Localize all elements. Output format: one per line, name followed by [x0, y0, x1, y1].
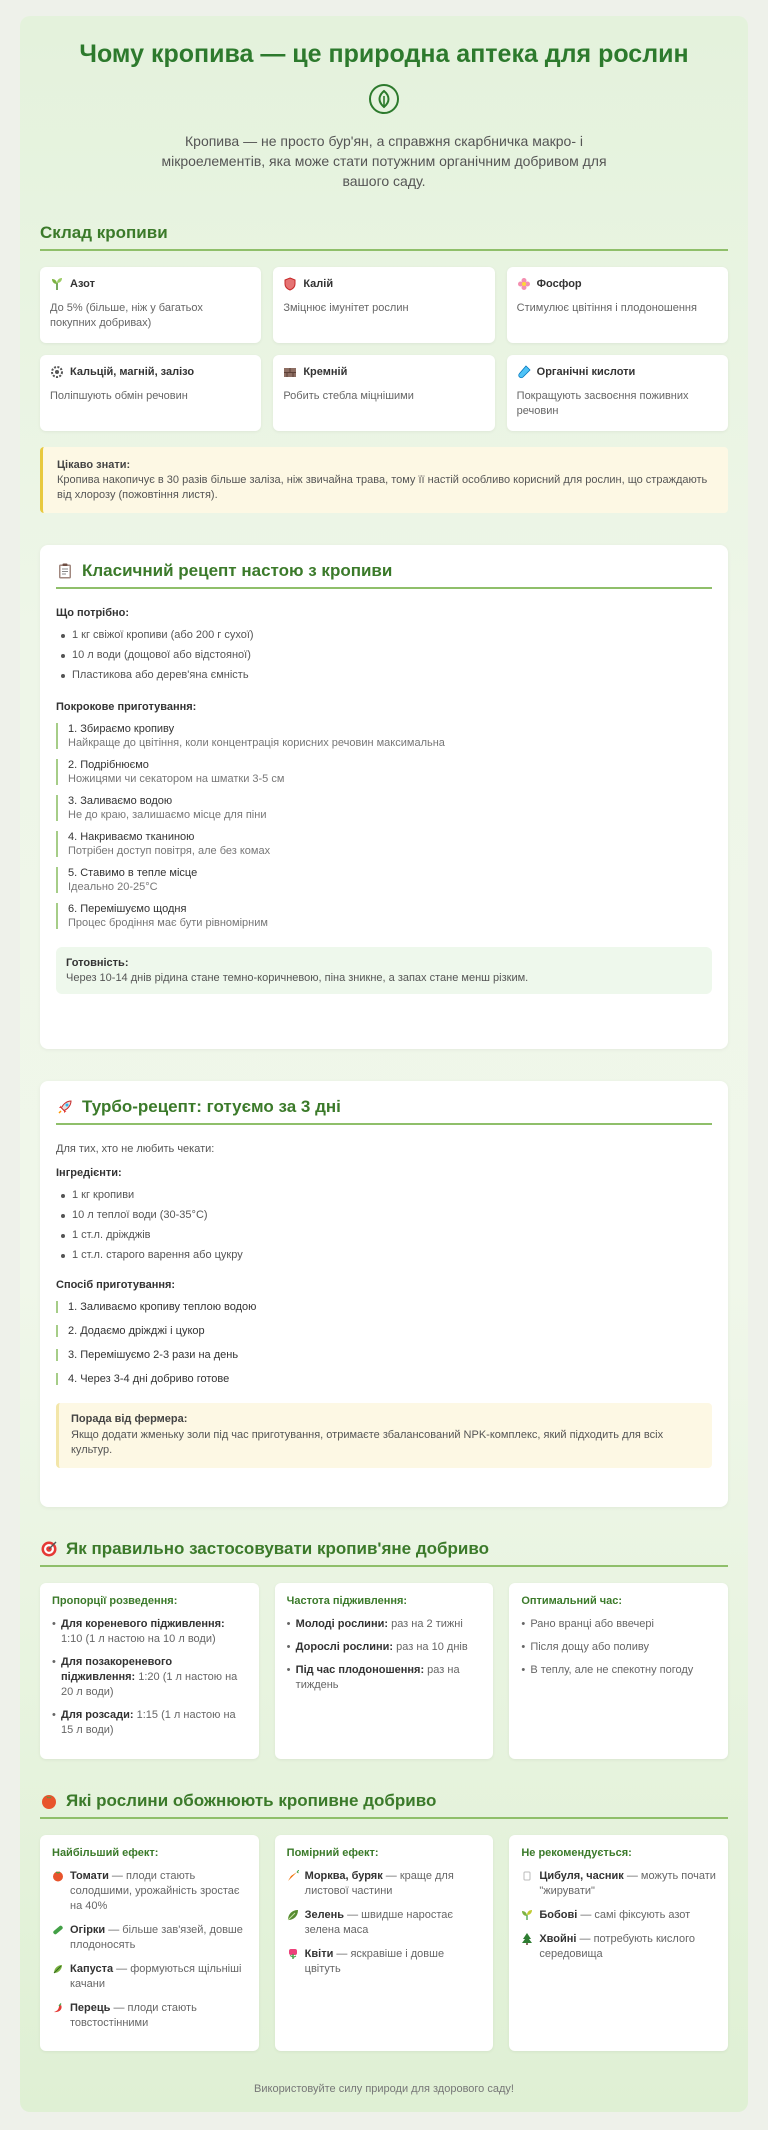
need-title: Що потрібно:: [56, 607, 130, 619]
composition-card: Калій Зміцнює імунітет рослин: [273, 267, 494, 343]
readiness-note: Готовність: Через 10-14 днів рідина стане темно-коричневою, піна зникне, а запах стане менш різким.: [56, 947, 712, 994]
composition-grid: [40, 267, 728, 431]
usage-card: Пропорції розведення: • Для кореневого підживлення: 1:10 (1 л настою на 10 л води) • Для позакореневого підживлення: 1:20 (1 л настою на 20 л води) • Для розсади: 1:15 (1 л настою на 15 л води): [40, 1583, 259, 1759]
usage-card: Частота підживлення: • Молоді рослини: раз на 2 тижні • Дорослі рослини: раз на 10 днів • Під час плодоношення: раз на тиждень: [275, 1583, 494, 1759]
page-title: Чому кропива — це природна аптека для рослин: [79, 40, 689, 68]
composition-card: Кальцій, магній, залізо Поліпшують обмін речовин: [40, 355, 261, 431]
sprout-icon: [50, 277, 64, 291]
leaf-logo-icon: [40, 83, 728, 115]
tomato-icon: [40, 1792, 58, 1810]
list-item: • Молоді рослини: раз на 2 тижні: [287, 1617, 482, 1632]
shield-icon: [283, 277, 297, 291]
list-item: Цибуля, часник — можуть почати "жирувати": [521, 1869, 716, 1899]
method-step: 3. Перемішуємо 2-3 рази на день: [56, 1349, 712, 1361]
composition-card: Кремній Робить стебла міцнішими: [273, 355, 494, 431]
rocket-icon: [56, 1098, 74, 1116]
composition-card: Азот До 5% (більше, ніж у багатьох покупних добривах): [40, 267, 261, 343]
gear-icon: [50, 365, 64, 379]
list-item: 10 л теплої води (30-35°C): [56, 1209, 712, 1221]
ingredients-title: Інгредієнти:: [56, 1167, 122, 1179]
method-step: 4. Через 3-4 дні добриво готове: [56, 1373, 712, 1385]
composition-card: Органічні кислоти Покращують засвоєння поживних речовин: [507, 355, 728, 431]
brick-icon: [283, 365, 297, 379]
turbo-lead: Для тих, хто не любить чекати:: [56, 1143, 215, 1155]
pine-icon: [521, 1933, 533, 1945]
turbo-recipe-panel: [40, 1081, 728, 1507]
target-icon: [40, 1540, 58, 1558]
method-list: [56, 1301, 712, 1385]
list-item: Бобові — самі фіксують азот: [521, 1908, 716, 1923]
step-item: 1. Збираємо кропиву Найкраще до цвітіння, коли концентрація корисних речовин максимальна: [56, 723, 712, 749]
intro-text: Кропива — не просто бур'ян, а справжня скарбничка макро- і мікроелементів, яка може стати потужним органічним добривом для вашого саду.: [161, 133, 607, 189]
list-item: Пластикова або дерев'яна ємність: [56, 669, 712, 681]
pepper-icon: [52, 2002, 64, 2014]
list-item: 1 ст.л. старого варення або цукру: [56, 1249, 712, 1261]
composition-card: Фосфор Стимулює цвітіння і плодоношення: [507, 267, 728, 343]
step-item: 2. Подрібнюємо Ножицями чи секатором на шматки 3-5 см: [56, 759, 712, 785]
page: [20, 16, 748, 2112]
list-item: • Для кореневого підживлення: 1:10 (1 л настою на 10 л води): [52, 1617, 247, 1647]
usage-card: Оптимальний час: • Рано вранці або ввечері • Після дощу або поливу • В теплу, але не спекотну погоду: [509, 1583, 728, 1759]
list-item: 10 л води (дощової або відстояної): [56, 649, 712, 661]
list-item: 1 кг свіжої кропиви (або 200 г сухої): [56, 629, 712, 641]
fact-note: Цікаво знати: Кропива накопичує в 30 разів більше заліза, ніж звичайна трава, тому її настій особливо корисний для рослин, що страждають від хлорозу (пожовтіння листя).: [40, 447, 728, 513]
list-item: • Рано вранці або ввечері: [521, 1617, 716, 1632]
plants-grid: [40, 1835, 728, 2051]
steps-title: Покрокове приготування:: [56, 701, 197, 713]
list-item: Квіти — яскравіше і довше цвітуть: [287, 1947, 482, 1977]
cabbage-icon: [52, 1963, 64, 1975]
turbo-recipe-title: Турбо-рецепт: готуємо за 3 дні: [56, 1097, 712, 1125]
flower-icon: [517, 277, 531, 291]
list-item: Капуста — формуються щільніші качани: [52, 1962, 247, 1992]
list-item: • Дорослі рослини: раз на 10 днів: [287, 1640, 482, 1655]
list-item: 1 кг кропиви: [56, 1189, 712, 1201]
onion-icon: [521, 1870, 533, 1882]
list-item: 1 ст.л. дріжджів: [56, 1229, 712, 1241]
usage-title: Як правильно застосовувати кропив'яне добриво: [40, 1539, 728, 1567]
bean-icon: [521, 1909, 533, 1921]
list-item: • Під час плодоношення: раз на тиждень: [287, 1663, 482, 1693]
list-item: Морква, буряк — краще для листової частини: [287, 1869, 482, 1899]
list-item: Зелень — швидше наростає зелена маса: [287, 1908, 482, 1938]
step-item: 5. Ставимо в тепле місце Ідеально 20-25°C: [56, 867, 712, 893]
plants-card: Не рекомендується: Цибуля, часник — можуть почати "жирувати" Бобові — самі фіксують азот Хвойні — потребують кислого середовища: [509, 1835, 728, 2051]
steps-list: [56, 723, 712, 929]
classic-recipe-title: Класичний рецепт настою з кропиви: [56, 561, 712, 589]
classic-recipe-panel: [40, 545, 728, 1049]
test-tube-icon: [517, 365, 531, 379]
need-list: [56, 629, 712, 681]
leaf-icon: [287, 1909, 299, 1921]
farmer-tip: Порада від фермера: Якщо додати жменьку золи під час приготування, отримаєте збалансований NPK-комплекс, який підходить для всіх культур.: [56, 1403, 712, 1468]
ingredients-list: [56, 1189, 712, 1261]
plants-card: Найбільший ефект: Томати — плоди стають солодшими, урожайність зростає на 40% Огірки — більше зав'язей, довше плодоносять Капуста — формуються щільніші качани Перець — плоди стають товстостінними: [40, 1835, 259, 2051]
list-item: Огірки — більше зав'язей, довше плодоносять: [52, 1923, 247, 1953]
clipboard-icon: [56, 562, 74, 580]
plants-title: Які рослини обожнюють кропивне добриво: [40, 1791, 728, 1819]
list-item: Томати — плоди стають солодшими, урожайність зростає на 40%: [52, 1869, 247, 1914]
step-item: 4. Накриваємо тканиною Потрібен доступ повітря, але без комах: [56, 831, 712, 857]
method-title: Спосіб приготування:: [56, 1279, 176, 1291]
step-item: 3. Заливаємо водою Не до краю, залишаємо місце для піни: [56, 795, 712, 821]
list-item: • В теплу, але не спекотну погоду: [521, 1663, 716, 1678]
usage-grid: [40, 1583, 728, 1759]
list-item: • Для позакореневого підживлення: 1:20 (1 л настою на 20 л води): [52, 1655, 247, 1700]
hero: [40, 40, 728, 191]
flower-icon: [287, 1948, 299, 1960]
composition-title: Склад кропиви: [40, 223, 728, 251]
list-item: Перець — плоди стають товстостінними: [52, 2001, 247, 2031]
plants-card: Помірний ефект: Морква, буряк — краще для листової частини Зелень — швидше наростає зелена маса Квіти — яскравіше і довше цвітуть: [275, 1835, 494, 2051]
carrot-icon: [287, 1870, 299, 1882]
tomato-icon: [52, 1870, 64, 1882]
footer-text: Використовуйте силу природи для здорового саду!: [254, 2083, 514, 2095]
cucumber-icon: [52, 1924, 64, 1936]
list-item: • Для розсади: 1:15 (1 л настою на 15 л води): [52, 1708, 247, 1738]
step-item: 6. Перемішуємо щодня Процес бродіння має бути рівномірним: [56, 903, 712, 929]
method-step: 2. Додаємо дріжджі і цукор: [56, 1325, 712, 1337]
list-item: Хвойні — потребують кислого середовища: [521, 1932, 716, 1962]
list-item: • Після дощу або поливу: [521, 1640, 716, 1655]
method-step: 1. Заливаємо кропиву теплою водою: [56, 1301, 712, 1313]
